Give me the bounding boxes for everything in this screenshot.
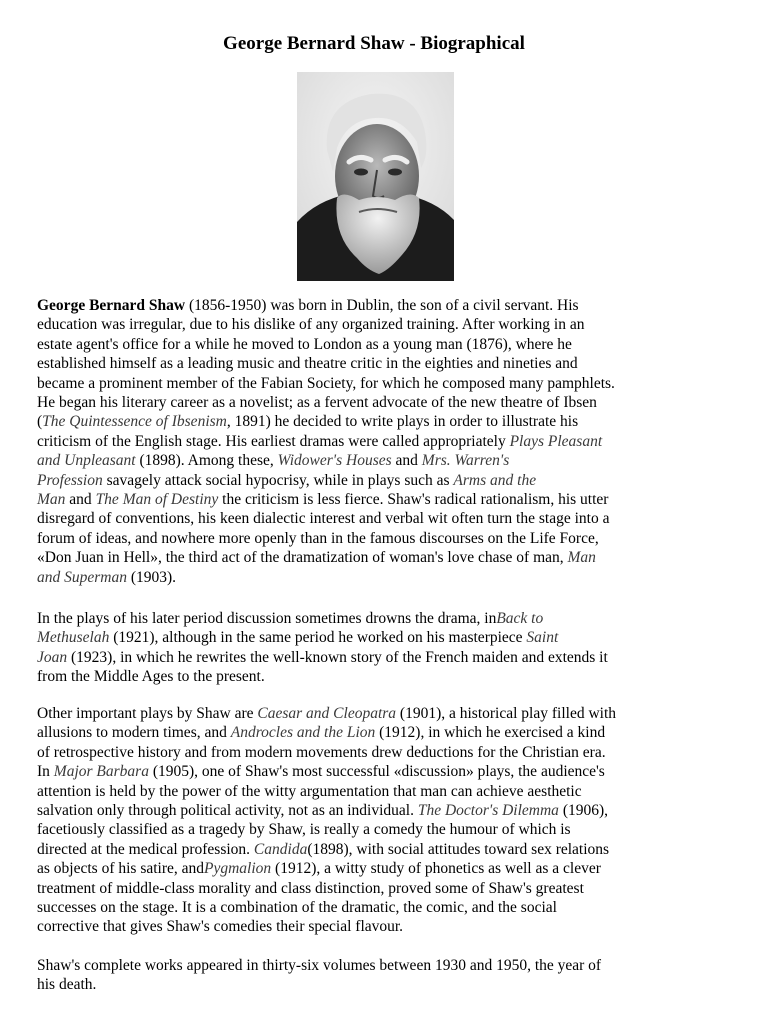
work-title: Caesar and Cleopatra <box>257 705 397 722</box>
george-bernard-shaw-portrait-icon <box>297 72 454 281</box>
work-title: Androcles and the Lion <box>230 724 376 742</box>
paragraph-complete-works: Shaw's complete works appeared in thirty-six volumes between 1930 and 1950, the year of his death. <box>37 957 602 994</box>
work-title: Pygmalion <box>204 860 272 878</box>
work-title: Man <box>567 549 596 567</box>
work-title: Back to <box>496 610 544 627</box>
portrait-photo <box>297 72 454 281</box>
work-title: Saint <box>526 629 559 647</box>
paragraph-important-plays: Other important plays by Shaw are Caesar and Cleopatra (1901), a historical play filled with allusions to modern times, and Androcles and the Lion (1912), in which he exercised a kind of retrospective history and from modern movements drew deductions for the Christian era. In Major Barbara (1905), one of Shaw's most successful «discussion» plays, the audience's attention is held by the power of the witty argumentation that man can achieve aesthetic salvation only through political activity, not as an individual. The Doctor's Dilemma (1906), facetiously classified as a tragedy by Shaw, is really a comedy the humour of which is directed at the medical profession. Candida(1898), with social attitudes toward sex relations as objects of his satire, andPygmalion (1912), a witty study of phonetics as well as a clever treatment of middle-class morality and class distinction, proved some of Shaw's greatest successes on the stage. It is a combination of the dramatic, the comic, and the social corrective that gives Shaw's comedies their special flavour. <box>37 705 617 936</box>
work-title: Plays Pleasant <box>509 432 603 450</box>
paragraph-early-life: George Bernard Shaw (1856-1950) was born in Dublin, the son of a civil servant. His education was irregular, due to his dislike of any organized training. After working in an estate agent's office for a while he moved to London as a young man (1876), where he established himself as a leading music and theatre critic in the eighties and nineties and became a prominent member of the Fabian Society, for which he composed many pamphlets. He began his literary career as a novelist; as a fervent advocate of the new theatre of Ibsen (The Quintessence of Ibsenism, 1891) he decided to write plays in order to illustrate his criticism of the English stage. His earliest dramas were called appropriately Plays Pleasant and Unpleasant (1898). Among these, Widower's Houses and Mrs. Warren's Profession savagely attack social hypocrisy, while in plays such as Arms and the Man and The Man of Destiny the criticism is less fierce. Shaw's radical rationalism, his utter disregard of conventions, his keen dialectic interest and verbal wit often turn the stage into a forum of ideas, and nowhere more openly than in the famous discourses on the Life Force, «Don Juan in Hell», the third act of the dramatization of woman's love chase of man, Man and Superman (1903). <box>37 297 615 586</box>
work-title: Joan <box>37 648 68 666</box>
work-title: Major Barbara <box>53 763 149 781</box>
work-title: Arms and the <box>453 471 537 489</box>
work-title: Candida <box>253 840 308 858</box>
work-title: and Superman <box>37 568 127 586</box>
work-title: Profession <box>37 471 103 489</box>
work-title: The Man of Destiny <box>95 491 219 509</box>
work-title: Man <box>37 491 66 509</box>
page-title: George Bernard Shaw - Biographical <box>223 33 525 54</box>
shaw-name: George Bernard Shaw <box>37 297 186 314</box>
paragraph-later-period: In the plays of his later period discussion sometimes drowns the drama, inBack to Methuselah (1921), although in the same period he worked on his masterpiece Saint Joan (1923), in which he rewrites the well-known story of the French maiden and extends it from the Middle Ages to the present. <box>37 610 608 686</box>
work-title: Widower's Houses <box>277 452 392 470</box>
work-title: Methuselah <box>37 629 110 647</box>
work-title: Mrs. Warren's <box>421 452 510 470</box>
work-title: The Doctor's Dilemma <box>417 802 559 820</box>
work-title: and Unpleasant <box>37 452 136 470</box>
work-title: The Quintessence of Ibsenism <box>42 413 227 431</box>
